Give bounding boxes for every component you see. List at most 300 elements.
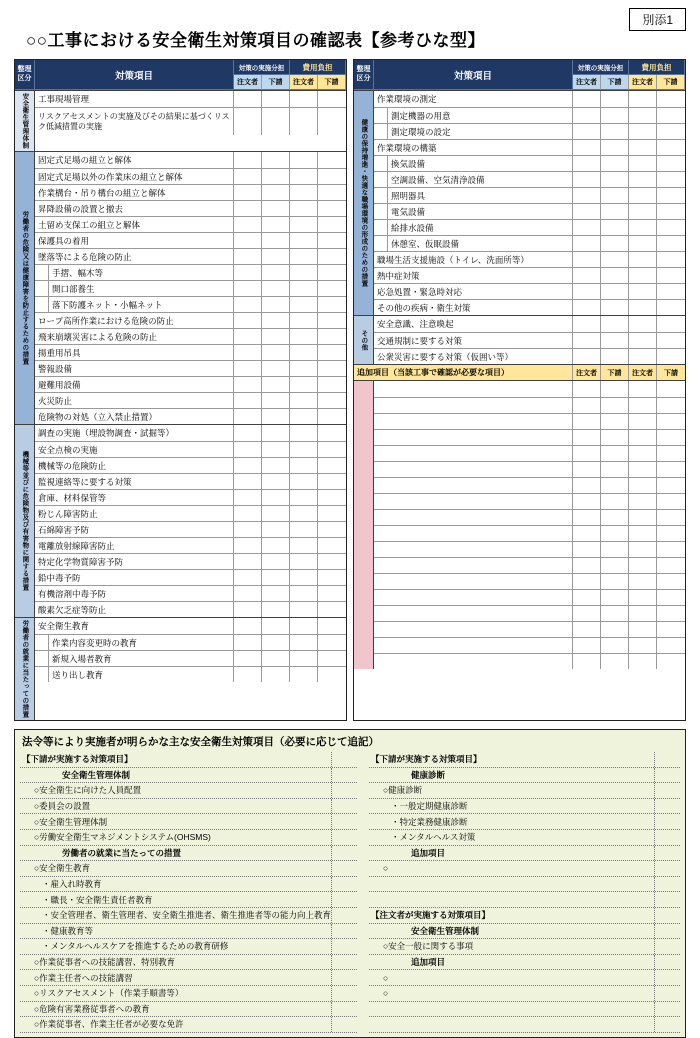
check-cell[interactable] — [318, 442, 346, 457]
check-cell[interactable] — [629, 188, 657, 203]
check-cell[interactable] — [262, 554, 290, 569]
check-cell[interactable] — [234, 313, 262, 328]
check-cell[interactable] — [234, 393, 262, 408]
check-cell[interactable] — [629, 494, 657, 509]
check-cell[interactable] — [629, 91, 657, 107]
fill-cell[interactable] — [654, 1002, 680, 1017]
check-cell[interactable] — [234, 152, 262, 168]
empty-item-cell[interactable] — [374, 638, 573, 653]
check-cell[interactable] — [290, 667, 318, 682]
check-cell[interactable] — [657, 140, 685, 155]
check-cell[interactable] — [573, 381, 601, 397]
empty-item-cell[interactable] — [374, 590, 573, 605]
check-cell[interactable] — [318, 169, 346, 184]
check-cell[interactable] — [657, 268, 685, 283]
check-cell[interactable] — [262, 201, 290, 216]
check-cell[interactable] — [318, 91, 346, 107]
check-cell[interactable] — [657, 622, 685, 637]
check-cell[interactable] — [318, 538, 346, 553]
check-cell[interactable] — [601, 91, 629, 107]
check-cell[interactable] — [262, 217, 290, 232]
check-cell[interactable] — [573, 462, 601, 477]
check-cell[interactable] — [318, 586, 346, 601]
check-cell[interactable] — [318, 522, 346, 537]
check-cell[interactable] — [573, 220, 601, 235]
check-cell[interactable] — [573, 414, 601, 429]
empty-item-cell[interactable] — [374, 414, 573, 429]
check-cell[interactable] — [290, 91, 318, 107]
check-cell[interactable] — [318, 152, 346, 168]
check-cell[interactable] — [573, 430, 601, 445]
check-cell[interactable] — [629, 252, 657, 267]
fill-cell[interactable] — [654, 846, 680, 861]
check-cell[interactable] — [657, 430, 685, 445]
fill-cell[interactable] — [654, 924, 680, 939]
check-cell[interactable] — [657, 300, 685, 315]
check-cell[interactable] — [290, 313, 318, 328]
check-cell[interactable] — [573, 268, 601, 283]
check-cell[interactable] — [573, 236, 601, 251]
check-cell[interactable] — [629, 606, 657, 621]
check-cell[interactable] — [573, 398, 601, 413]
check-cell[interactable] — [262, 297, 290, 312]
check-cell[interactable] — [290, 602, 318, 617]
check-cell[interactable] — [601, 478, 629, 493]
check-cell[interactable] — [657, 316, 685, 332]
check-cell[interactable] — [629, 333, 657, 348]
empty-item-cell[interactable] — [374, 510, 573, 525]
check-cell[interactable] — [629, 172, 657, 187]
check-cell[interactable] — [601, 654, 629, 669]
fill-cell[interactable] — [331, 768, 357, 783]
check-cell[interactable] — [601, 333, 629, 348]
fill-cell[interactable] — [331, 1002, 357, 1017]
fill-cell[interactable] — [654, 1017, 680, 1032]
empty-item-cell[interactable] — [374, 381, 573, 397]
check-cell[interactable] — [234, 169, 262, 184]
check-cell[interactable] — [318, 233, 346, 248]
check-cell[interactable] — [318, 185, 346, 200]
check-cell[interactable] — [657, 574, 685, 589]
check-cell[interactable] — [573, 558, 601, 573]
check-cell[interactable] — [318, 618, 346, 634]
check-cell[interactable] — [234, 506, 262, 521]
check-cell[interactable] — [573, 590, 601, 605]
check-cell[interactable] — [290, 570, 318, 585]
fill-cell[interactable] — [331, 783, 357, 798]
check-cell[interactable] — [629, 622, 657, 637]
fill-cell[interactable] — [331, 799, 357, 814]
check-cell[interactable] — [318, 409, 346, 424]
fill-cell[interactable] — [331, 908, 357, 923]
check-cell[interactable] — [262, 108, 290, 135]
fill-cell[interactable] — [331, 861, 357, 876]
check-cell[interactable] — [601, 316, 629, 332]
empty-item-cell[interactable] — [374, 478, 573, 493]
check-cell[interactable] — [657, 654, 685, 669]
check-cell[interactable] — [573, 91, 601, 107]
check-cell[interactable] — [601, 558, 629, 573]
check-cell[interactable] — [601, 381, 629, 397]
check-cell[interactable] — [234, 201, 262, 216]
check-cell[interactable] — [601, 494, 629, 509]
fill-cell[interactable] — [331, 892, 357, 907]
check-cell[interactable] — [601, 268, 629, 283]
check-cell[interactable] — [629, 446, 657, 461]
check-cell[interactable] — [573, 654, 601, 669]
check-cell[interactable] — [262, 538, 290, 553]
check-cell[interactable] — [234, 635, 262, 650]
check-cell[interactable] — [290, 361, 318, 376]
check-cell[interactable] — [629, 349, 657, 364]
check-cell[interactable] — [262, 570, 290, 585]
check-cell[interactable] — [657, 590, 685, 605]
fill-cell[interactable] — [654, 861, 680, 876]
check-cell[interactable] — [234, 586, 262, 601]
check-cell[interactable] — [234, 522, 262, 537]
check-cell[interactable] — [657, 558, 685, 573]
check-cell[interactable] — [234, 361, 262, 376]
fill-cell[interactable] — [331, 955, 357, 970]
check-cell[interactable] — [629, 236, 657, 251]
check-cell[interactable] — [573, 188, 601, 203]
check-cell[interactable] — [657, 398, 685, 413]
check-cell[interactable] — [657, 220, 685, 235]
check-cell[interactable] — [290, 442, 318, 457]
empty-item-cell[interactable] — [374, 430, 573, 445]
fill-cell[interactable] — [331, 830, 357, 845]
check-cell[interactable] — [601, 156, 629, 171]
empty-item-cell[interactable] — [374, 526, 573, 541]
check-cell[interactable] — [290, 185, 318, 200]
check-cell[interactable] — [601, 430, 629, 445]
check-cell[interactable] — [262, 490, 290, 505]
check-cell[interactable] — [573, 252, 601, 267]
check-cell[interactable] — [262, 635, 290, 650]
check-cell[interactable] — [262, 377, 290, 392]
check-cell[interactable] — [290, 538, 318, 553]
check-cell[interactable] — [234, 217, 262, 232]
check-cell[interactable] — [234, 570, 262, 585]
fill-cell[interactable] — [331, 1017, 357, 1032]
fill-cell[interactable] — [331, 939, 357, 954]
check-cell[interactable] — [234, 602, 262, 617]
check-cell[interactable] — [573, 333, 601, 348]
check-cell[interactable] — [290, 201, 318, 216]
check-cell[interactable] — [657, 542, 685, 557]
empty-item-cell[interactable] — [374, 558, 573, 573]
check-cell[interactable] — [657, 606, 685, 621]
check-cell[interactable] — [657, 414, 685, 429]
check-cell[interactable] — [290, 618, 318, 634]
check-cell[interactable] — [318, 554, 346, 569]
check-cell[interactable] — [601, 606, 629, 621]
check-cell[interactable] — [290, 281, 318, 296]
check-cell[interactable] — [318, 281, 346, 296]
check-cell[interactable] — [657, 462, 685, 477]
check-cell[interactable] — [318, 667, 346, 682]
fill-cell[interactable] — [331, 986, 357, 1001]
check-cell[interactable] — [629, 220, 657, 235]
check-cell[interactable] — [601, 140, 629, 155]
check-cell[interactable] — [629, 316, 657, 332]
check-cell[interactable] — [234, 297, 262, 312]
check-cell[interactable] — [318, 474, 346, 489]
check-cell[interactable] — [657, 204, 685, 219]
check-cell[interactable] — [290, 651, 318, 666]
check-cell[interactable] — [629, 574, 657, 589]
check-cell[interactable] — [629, 268, 657, 283]
check-cell[interactable] — [234, 185, 262, 200]
check-cell[interactable] — [601, 414, 629, 429]
check-cell[interactable] — [629, 204, 657, 219]
check-cell[interactable] — [629, 124, 657, 139]
check-cell[interactable] — [290, 217, 318, 232]
check-cell[interactable] — [262, 651, 290, 666]
fill-cell[interactable] — [654, 830, 680, 845]
check-cell[interactable] — [234, 409, 262, 424]
check-cell[interactable] — [657, 349, 685, 364]
check-cell[interactable] — [657, 526, 685, 541]
check-cell[interactable] — [573, 606, 601, 621]
check-cell[interactable] — [262, 329, 290, 344]
check-cell[interactable] — [262, 152, 290, 168]
check-cell[interactable] — [601, 220, 629, 235]
fill-cell[interactable] — [654, 955, 680, 970]
check-cell[interactable] — [234, 458, 262, 473]
check-cell[interactable] — [290, 265, 318, 280]
check-cell[interactable] — [290, 393, 318, 408]
check-cell[interactable] — [290, 152, 318, 168]
empty-item-cell[interactable] — [374, 462, 573, 477]
check-cell[interactable] — [573, 638, 601, 653]
check-cell[interactable] — [601, 188, 629, 203]
check-cell[interactable] — [290, 458, 318, 473]
check-cell[interactable] — [234, 377, 262, 392]
check-cell[interactable] — [601, 622, 629, 637]
check-cell[interactable] — [262, 667, 290, 682]
check-cell[interactable] — [601, 638, 629, 653]
check-cell[interactable] — [601, 284, 629, 299]
check-cell[interactable] — [573, 284, 601, 299]
check-cell[interactable] — [234, 474, 262, 489]
check-cell[interactable] — [318, 651, 346, 666]
check-cell[interactable] — [262, 522, 290, 537]
fill-cell[interactable] — [654, 892, 680, 907]
check-cell[interactable] — [318, 602, 346, 617]
check-cell[interactable] — [262, 265, 290, 280]
check-cell[interactable] — [318, 201, 346, 216]
check-cell[interactable] — [262, 474, 290, 489]
empty-item-cell[interactable] — [374, 446, 573, 461]
check-cell[interactable] — [262, 409, 290, 424]
check-cell[interactable] — [234, 651, 262, 666]
empty-item-cell[interactable] — [374, 398, 573, 413]
check-cell[interactable] — [262, 185, 290, 200]
check-cell[interactable] — [318, 490, 346, 505]
check-cell[interactable] — [290, 554, 318, 569]
check-cell[interactable] — [629, 542, 657, 557]
check-cell[interactable] — [262, 361, 290, 376]
check-cell[interactable] — [573, 204, 601, 219]
check-cell[interactable] — [262, 233, 290, 248]
check-cell[interactable] — [262, 313, 290, 328]
check-cell[interactable] — [234, 329, 262, 344]
empty-item-cell[interactable] — [374, 654, 573, 669]
check-cell[interactable] — [629, 156, 657, 171]
fill-cell[interactable] — [331, 814, 357, 829]
fill-cell[interactable] — [654, 783, 680, 798]
check-cell[interactable] — [318, 329, 346, 344]
empty-item-cell[interactable] — [374, 494, 573, 509]
check-cell[interactable] — [290, 635, 318, 650]
check-cell[interactable] — [657, 638, 685, 653]
check-cell[interactable] — [657, 252, 685, 267]
check-cell[interactable] — [601, 349, 629, 364]
check-cell[interactable] — [290, 345, 318, 360]
check-cell[interactable] — [573, 108, 601, 123]
check-cell[interactable] — [573, 478, 601, 493]
check-cell[interactable] — [657, 494, 685, 509]
check-cell[interactable] — [290, 297, 318, 312]
check-cell[interactable] — [262, 618, 290, 634]
check-cell[interactable] — [629, 108, 657, 123]
check-cell[interactable] — [657, 156, 685, 171]
check-cell[interactable] — [290, 425, 318, 441]
check-cell[interactable] — [629, 398, 657, 413]
check-cell[interactable] — [629, 462, 657, 477]
check-cell[interactable] — [629, 140, 657, 155]
check-cell[interactable] — [629, 590, 657, 605]
check-cell[interactable] — [629, 414, 657, 429]
check-cell[interactable] — [601, 108, 629, 123]
check-cell[interactable] — [573, 300, 601, 315]
check-cell[interactable] — [234, 281, 262, 296]
check-cell[interactable] — [234, 618, 262, 634]
check-cell[interactable] — [601, 252, 629, 267]
check-cell[interactable] — [262, 442, 290, 457]
check-cell[interactable] — [290, 377, 318, 392]
check-cell[interactable] — [262, 602, 290, 617]
check-cell[interactable] — [290, 522, 318, 537]
check-cell[interactable] — [290, 108, 318, 135]
empty-item-cell[interactable] — [374, 606, 573, 621]
check-cell[interactable] — [657, 188, 685, 203]
check-cell[interactable] — [601, 526, 629, 541]
check-cell[interactable] — [318, 297, 346, 312]
check-cell[interactable] — [318, 217, 346, 232]
check-cell[interactable] — [601, 446, 629, 461]
check-cell[interactable] — [262, 458, 290, 473]
fill-cell[interactable] — [331, 877, 357, 892]
check-cell[interactable] — [318, 361, 346, 376]
check-cell[interactable] — [629, 284, 657, 299]
check-cell[interactable] — [262, 281, 290, 296]
check-cell[interactable] — [657, 236, 685, 251]
check-cell[interactable] — [318, 393, 346, 408]
fill-cell[interactable] — [331, 970, 357, 985]
fill-cell[interactable] — [654, 970, 680, 985]
check-cell[interactable] — [573, 140, 601, 155]
check-cell[interactable] — [573, 494, 601, 509]
check-cell[interactable] — [629, 654, 657, 669]
check-cell[interactable] — [318, 377, 346, 392]
check-cell[interactable] — [573, 446, 601, 461]
check-cell[interactable] — [262, 425, 290, 441]
check-cell[interactable] — [601, 172, 629, 187]
check-cell[interactable] — [657, 91, 685, 107]
check-cell[interactable] — [657, 108, 685, 123]
empty-item-cell[interactable] — [374, 622, 573, 637]
check-cell[interactable] — [262, 586, 290, 601]
fill-cell[interactable] — [654, 799, 680, 814]
check-cell[interactable] — [573, 574, 601, 589]
check-cell[interactable] — [657, 172, 685, 187]
fill-cell[interactable] — [654, 908, 680, 923]
check-cell[interactable] — [290, 490, 318, 505]
check-cell[interactable] — [657, 446, 685, 461]
check-cell[interactable] — [601, 398, 629, 413]
fill-cell[interactable] — [654, 768, 680, 783]
fill-cell[interactable] — [331, 924, 357, 939]
check-cell[interactable] — [318, 345, 346, 360]
check-cell[interactable] — [629, 381, 657, 397]
check-cell[interactable] — [318, 108, 346, 135]
check-cell[interactable] — [234, 345, 262, 360]
check-cell[interactable] — [573, 124, 601, 139]
check-cell[interactable] — [290, 169, 318, 184]
check-cell[interactable] — [601, 204, 629, 219]
check-cell[interactable] — [318, 425, 346, 441]
check-cell[interactable] — [234, 667, 262, 682]
check-cell[interactable] — [601, 574, 629, 589]
check-cell[interactable] — [573, 316, 601, 332]
check-cell[interactable] — [234, 425, 262, 441]
check-cell[interactable] — [290, 249, 318, 264]
check-cell[interactable] — [318, 570, 346, 585]
check-cell[interactable] — [262, 169, 290, 184]
check-cell[interactable] — [262, 91, 290, 107]
check-cell[interactable] — [318, 313, 346, 328]
check-cell[interactable] — [234, 91, 262, 107]
check-cell[interactable] — [318, 635, 346, 650]
fill-cell[interactable] — [654, 814, 680, 829]
check-cell[interactable] — [573, 510, 601, 525]
check-cell[interactable] — [657, 124, 685, 139]
check-cell[interactable] — [629, 638, 657, 653]
check-cell[interactable] — [629, 510, 657, 525]
check-cell[interactable] — [657, 381, 685, 397]
check-cell[interactable] — [573, 349, 601, 364]
check-cell[interactable] — [657, 333, 685, 348]
check-cell[interactable] — [601, 236, 629, 251]
fill-cell[interactable] — [654, 939, 680, 954]
check-cell[interactable] — [629, 430, 657, 445]
check-cell[interactable] — [601, 462, 629, 477]
check-cell[interactable] — [573, 542, 601, 557]
check-cell[interactable] — [318, 506, 346, 521]
check-cell[interactable] — [318, 458, 346, 473]
check-cell[interactable] — [318, 249, 346, 264]
check-cell[interactable] — [601, 510, 629, 525]
check-cell[interactable] — [234, 490, 262, 505]
check-cell[interactable] — [262, 506, 290, 521]
check-cell[interactable] — [290, 586, 318, 601]
check-cell[interactable] — [629, 300, 657, 315]
check-cell[interactable] — [601, 124, 629, 139]
check-cell[interactable] — [629, 526, 657, 541]
check-cell[interactable] — [657, 284, 685, 299]
